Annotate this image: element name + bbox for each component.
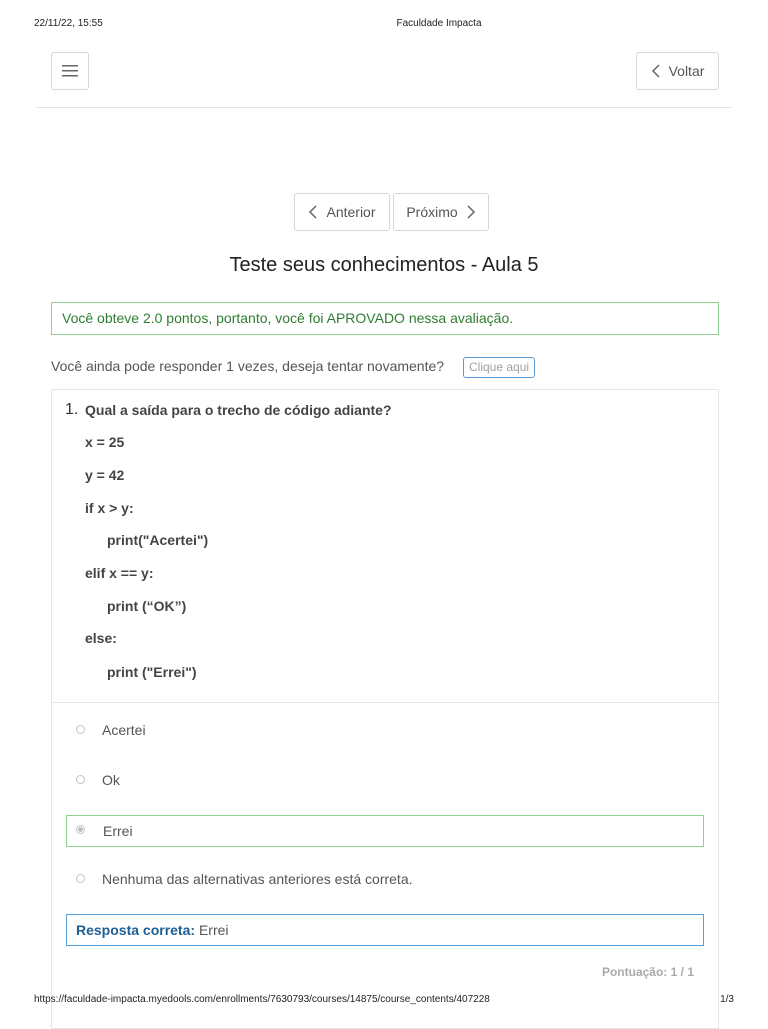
correct-answer-label: Resposta correta:: [76, 922, 196, 938]
back-button-label: Voltar: [668, 63, 705, 79]
retry-text: Você ainda pode responder 1 vezes, deseja tentar novamente?: [51, 358, 445, 374]
option-errei[interactable]: [66, 815, 704, 847]
code-line: print ("Errei"): [107, 664, 197, 680]
code-line: else:: [85, 630, 117, 646]
option-acertei[interactable]: [66, 715, 704, 747]
header-divider: [37, 107, 731, 108]
retry-button[interactable]: Clique aqui: [463, 357, 535, 378]
hamburger-icon: [62, 65, 78, 77]
chevron-left-icon: [651, 64, 661, 78]
radio-button-checked[interactable]: [76, 825, 85, 834]
option-label: Ok: [102, 772, 120, 788]
menu-button[interactable]: [51, 52, 89, 90]
correct-answer-box: [66, 914, 704, 946]
previous-button-label: Anterior: [326, 204, 376, 220]
question-title: Qual a saída para o trecho de código adiante?: [85, 402, 392, 418]
option-ok[interactable]: [66, 765, 704, 797]
page-title: Teste seus conhecimentos - Aula 5: [229, 254, 539, 276]
previous-button[interactable]: [294, 193, 390, 231]
code-line: print("Acertei"): [107, 532, 209, 548]
next-button-label: Próximo: [406, 204, 458, 220]
code-line: elif x == y:: [85, 565, 154, 581]
print-url: https://faculdade-impacta.myedools.com/enrollments/7630793/courses/14875/course_contents/407228: [34, 994, 490, 1005]
chevron-right-icon: [466, 205, 476, 219]
option-label: Errei: [103, 823, 133, 839]
result-alert: Você obteve 2.0 pontos, portanto, você foi APROVADO nessa avaliação.: [51, 302, 719, 335]
score: Pontuação: 1 / 1: [601, 965, 694, 979]
option-label: Nenhuma das alternativas anteriores está correta.: [102, 871, 413, 887]
code-line: print (“OK”): [107, 598, 187, 614]
code-line: if x > y:: [85, 500, 134, 516]
correct-answer-value: Errei: [198, 922, 229, 938]
option-nenhuma[interactable]: [66, 864, 704, 896]
chevron-left-icon: [308, 205, 318, 219]
code-line: x = 25: [85, 434, 125, 450]
print-page-number: 1/3: [720, 994, 734, 1005]
code-line: y = 42: [85, 467, 125, 483]
radio-button[interactable]: [76, 874, 85, 883]
option-label: Acertei: [102, 722, 146, 738]
question-divider: [52, 702, 718, 703]
print-datetime: 22/11/22, 15:55: [34, 18, 103, 29]
next-button[interactable]: [393, 193, 489, 231]
print-site-title: Faculdade Impacta: [396, 18, 482, 29]
back-button[interactable]: [636, 52, 719, 90]
question-number: 1.: [65, 401, 79, 418]
radio-button[interactable]: [76, 775, 85, 784]
radio-button[interactable]: [76, 725, 85, 734]
